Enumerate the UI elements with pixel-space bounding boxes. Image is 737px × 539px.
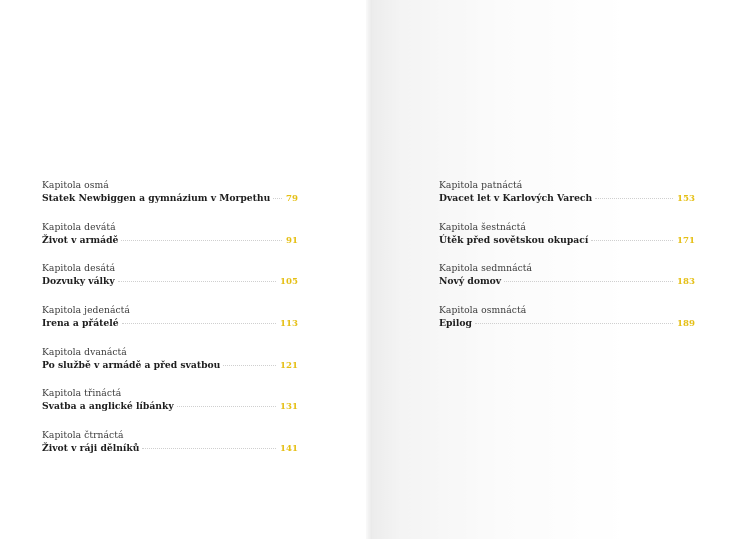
toc-title-row	[42, 234, 298, 248]
page-number: 113	[280, 319, 298, 330]
chapter-title: Dvacet let v Karlových Varech	[439, 193, 593, 204]
page-number: 121	[280, 360, 298, 371]
toc-entry[interactable]	[439, 304, 695, 346]
chapter-label: Kapitola šestnáctá	[439, 221, 526, 233]
chapter-title: Život v armádě	[42, 234, 119, 246]
dot-leader	[122, 323, 276, 324]
dot-leader	[177, 406, 276, 407]
chapter-title: Statek Newbiggen a gymnázium v Morpethu	[42, 193, 271, 204]
left-page	[0, 0, 368, 539]
toc-title-row	[42, 192, 298, 206]
dot-leader	[273, 198, 282, 199]
chapter-title: Nový domov	[439, 276, 502, 288]
toc-title-row	[439, 192, 695, 206]
chapter-label: Kapitola jedenáctá	[42, 305, 130, 317]
toc-title-row	[42, 442, 298, 456]
toc-title-row	[439, 234, 695, 248]
chapter-label: Kapitola patnáctá	[439, 180, 523, 191]
page-number: 189	[677, 319, 695, 330]
toc-entry[interactable]	[42, 221, 298, 263]
toc-entry[interactable]	[439, 179, 695, 221]
toc-entry[interactable]	[42, 179, 298, 221]
toc-title-row	[42, 275, 298, 289]
toc-entry[interactable]	[42, 387, 298, 429]
toc-right-column	[439, 179, 695, 346]
dot-leader	[118, 281, 276, 282]
chapter-title: Život v ráji dělníků	[42, 443, 140, 455]
toc-entry[interactable]	[42, 262, 298, 304]
dot-leader	[223, 365, 276, 366]
toc-left-column	[42, 179, 298, 471]
page-number: 183	[677, 277, 695, 288]
toc-title-row	[42, 317, 298, 331]
chapter-title: Útěk před sovětskou okupací	[439, 234, 589, 246]
chapter-title: Svatba a anglické líbánky	[42, 401, 174, 413]
page-number: 171	[677, 235, 695, 246]
chapter-label: Kapitola desátá	[42, 263, 116, 275]
page-number: 153	[677, 194, 695, 204]
dot-leader	[475, 323, 673, 324]
chapter-title: Dozvuky války	[42, 276, 115, 288]
dot-leader	[595, 198, 673, 199]
chapter-title: Irena a přátelé	[42, 318, 119, 330]
page-number: 131	[280, 402, 298, 413]
chapter-label: Kapitola osmá	[42, 180, 109, 191]
page-number: 91	[286, 235, 298, 246]
toc-entry[interactable]	[439, 262, 695, 304]
toc-entry[interactable]	[42, 429, 298, 471]
chapter-label: Kapitola sedmnáctá	[439, 263, 533, 275]
toc-title-row	[439, 317, 695, 331]
dot-leader	[142, 448, 276, 449]
dot-leader	[591, 240, 673, 241]
chapter-label: Kapitola osmnáctá	[439, 305, 527, 317]
chapter-title: Epilog	[439, 318, 472, 330]
dot-leader	[504, 281, 673, 282]
toc-entry[interactable]	[42, 304, 298, 346]
right-page	[372, 0, 737, 539]
page-number: 141	[280, 444, 298, 455]
toc-title-row	[439, 275, 695, 289]
toc-entry[interactable]	[439, 221, 695, 263]
page-number: 79	[286, 194, 298, 204]
dot-leader	[121, 240, 282, 241]
toc-entry[interactable]	[42, 346, 298, 388]
chapter-title: Po službě v armádě a před svatbou	[42, 359, 221, 371]
chapter-label: Kapitola dvanáctá	[42, 346, 127, 358]
chapter-label: Kapitola třináctá	[42, 388, 122, 400]
toc-title-row	[42, 400, 298, 414]
page-number: 105	[280, 277, 298, 288]
toc-title-row	[42, 359, 298, 373]
chapter-label: Kapitola čtrnáctá	[42, 430, 124, 442]
chapter-label: Kapitola devátá	[42, 221, 116, 233]
